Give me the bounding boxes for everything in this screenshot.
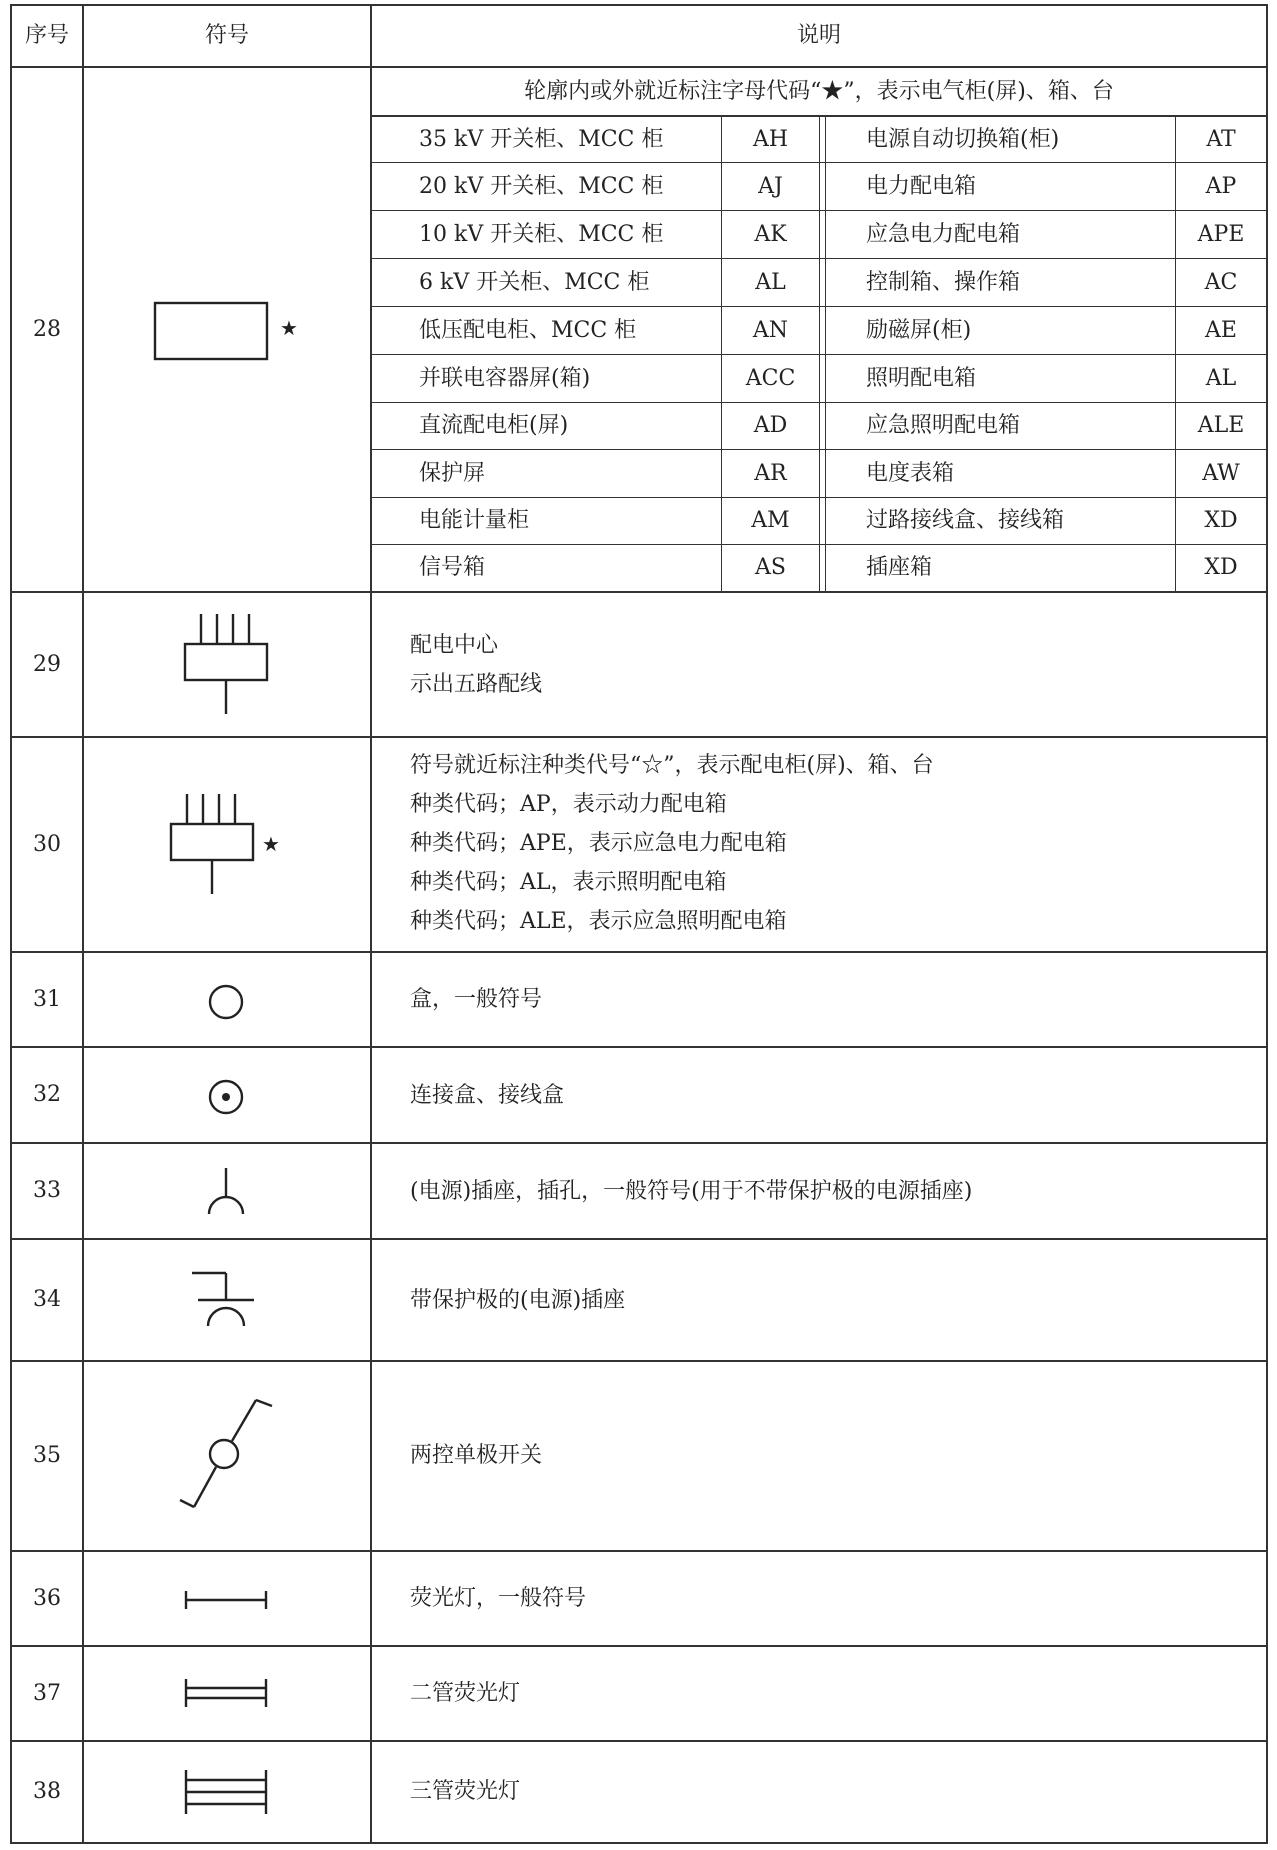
description-line: 种类代码；AL，表示照明配电箱 (410, 870, 727, 895)
row-number-36: 36 (33, 1585, 61, 1611)
code-name: 低压配电柜、MCC 柜 (419, 317, 637, 343)
description-line: 种类代码；APE，表示应急电力配电箱 (410, 831, 787, 856)
grid-line (825, 115, 826, 591)
code-value: AN (752, 317, 789, 343)
code-value: AW (1202, 460, 1240, 486)
code-value: AC (1204, 269, 1238, 295)
description-line: 盒，一般符号 (410, 987, 543, 1012)
code-value: AD (753, 413, 788, 439)
fluorescent-lamp-icon (180, 1588, 272, 1612)
table-border-bottom (10, 1842, 1268, 1844)
row-32-description (410, 1076, 564, 1115)
description-line: 连接盒、接线盒 (410, 1083, 565, 1108)
description-line: (电源)插座，插孔，一般符号(用于不带保护极的电源插座) (410, 1179, 973, 1204)
column-divider (370, 4, 372, 1844)
code-name: 10 kV 开关柜、MCC 柜 (419, 221, 664, 247)
table-border-right (1266, 4, 1268, 1844)
row-36-description (410, 1579, 586, 1618)
code-name: 直流配电柜(屏) (419, 413, 569, 439)
code-value: XD (1204, 555, 1238, 581)
description-line: 两控单极开关 (410, 1443, 543, 1468)
code-value: AL (1205, 365, 1237, 391)
code-value: APE (1197, 221, 1245, 247)
code-name: 信号箱 (419, 555, 486, 581)
description-line: 荧光灯，一般符号 (410, 1586, 587, 1611)
description-line: 三管荧光灯 (410, 1779, 521, 1804)
row-divider (10, 1360, 1268, 1362)
code-name: 保护屏 (419, 460, 486, 486)
row-38-description (410, 1772, 520, 1811)
code-value: AT (1206, 126, 1236, 152)
two-way-switch-icon (176, 1392, 276, 1520)
code-name: 应急电力配电箱 (866, 221, 1021, 247)
code-name: 励磁屏(柜) (866, 317, 972, 343)
code-name: 控制箱、操作箱 (866, 269, 1021, 295)
row-33-description (410, 1172, 972, 1211)
row-number-32: 32 (33, 1082, 61, 1108)
row-28-caption: 轮廓内或外就近标注字母代码“★”，表示电气柜(屏)、箱、台 (524, 78, 1114, 104)
code-name: 插座箱 (866, 555, 933, 581)
row-34-description (410, 1281, 625, 1320)
cabinet-rectangle-icon (150, 300, 280, 364)
code-value: ACC (745, 365, 796, 391)
row-divider (10, 1142, 1268, 1144)
code-name: 20 kV 开关柜、MCC 柜 (419, 173, 664, 199)
row-divider (10, 1740, 1268, 1742)
code-value: XD (1204, 508, 1238, 534)
description-line: 符号就近标注种类代号“☆”，表示配电柜(屏)、箱、台 (410, 753, 934, 778)
code-name: 并联电容器屏(箱) (419, 365, 591, 391)
code-value: AM (751, 508, 790, 534)
star-mark: ★ (280, 316, 298, 340)
code-value: AE (1205, 317, 1237, 343)
description-line: 种类代码；ALE，表示应急照明配电箱 (410, 909, 787, 934)
row-divider (10, 1046, 1268, 1048)
row-number-30: 30 (33, 831, 61, 857)
row-divider (10, 1550, 1268, 1552)
row-divider (10, 951, 1268, 953)
code-name: 6 kV 开关柜、MCC 柜 (419, 269, 650, 295)
row-divider (10, 1238, 1268, 1240)
socket-icon (204, 1164, 248, 1220)
row-number-37: 37 (33, 1680, 61, 1706)
row-31-description (410, 980, 542, 1019)
code-value: AP (1205, 173, 1237, 199)
row-29-description (410, 626, 542, 704)
code-name: 电能计量柜 (419, 508, 530, 534)
row-30-description (410, 746, 934, 941)
row-number-31: 31 (33, 986, 61, 1012)
row-37-description (410, 1674, 520, 1713)
row-number-34: 34 (33, 1287, 61, 1313)
code-value: AS (755, 555, 786, 581)
row-number-29: 29 (33, 651, 61, 677)
box-circle-icon (206, 982, 246, 1022)
protected-socket-icon (188, 1268, 268, 1334)
code-value: AH (752, 126, 789, 152)
description-line: 种类代码；AP，表示动力配电箱 (410, 792, 727, 817)
code-value: AJ (758, 173, 783, 199)
row-divider (10, 736, 1268, 738)
code-value: AR (754, 460, 787, 486)
code-name: 电力配电箱 (866, 173, 977, 199)
column-divider (82, 4, 84, 1844)
grid-line (819, 115, 820, 591)
code-name: 35 kV 开关柜、MCC 柜 (419, 126, 664, 152)
triple-tube-fluorescent-icon (180, 1767, 272, 1817)
star-mark: ★ (262, 832, 280, 856)
row-number-38: 38 (33, 1779, 61, 1805)
code-value: AL (755, 269, 786, 295)
description-line: 配电中心 (410, 633, 499, 658)
code-name: 照明配电箱 (866, 365, 977, 391)
row-number-33: 33 (33, 1178, 61, 1204)
header-description: 说明 (796, 23, 841, 49)
code-name: 应急照明配电箱 (866, 413, 1021, 439)
code-name: 电源自动切换箱(柜) (866, 126, 1060, 152)
code-value: ALE (1197, 413, 1245, 439)
row-35-description (410, 1436, 542, 1475)
twin-tube-fluorescent-icon (180, 1676, 272, 1710)
distribution-center-icon (182, 610, 272, 718)
row-number-35: 35 (33, 1443, 61, 1469)
distribution-box-starred-icon (168, 790, 258, 898)
header-symbol: 符号 (204, 23, 249, 49)
row-divider (10, 591, 1268, 593)
junction-box-icon (206, 1077, 246, 1117)
description-line: 示出五路配线 (410, 672, 543, 697)
code-name: 电度表箱 (866, 460, 955, 486)
code-value: AK (754, 221, 787, 247)
description-line: 带保护极的(电源)插座 (410, 1288, 626, 1313)
row-divider (10, 1645, 1268, 1647)
code-name: 过路接线盒、接线箱 (866, 508, 1065, 534)
description-line: 二管荧光灯 (410, 1681, 521, 1706)
header-no: 序号 (24, 23, 69, 49)
row-number-28: 28 (33, 316, 61, 342)
